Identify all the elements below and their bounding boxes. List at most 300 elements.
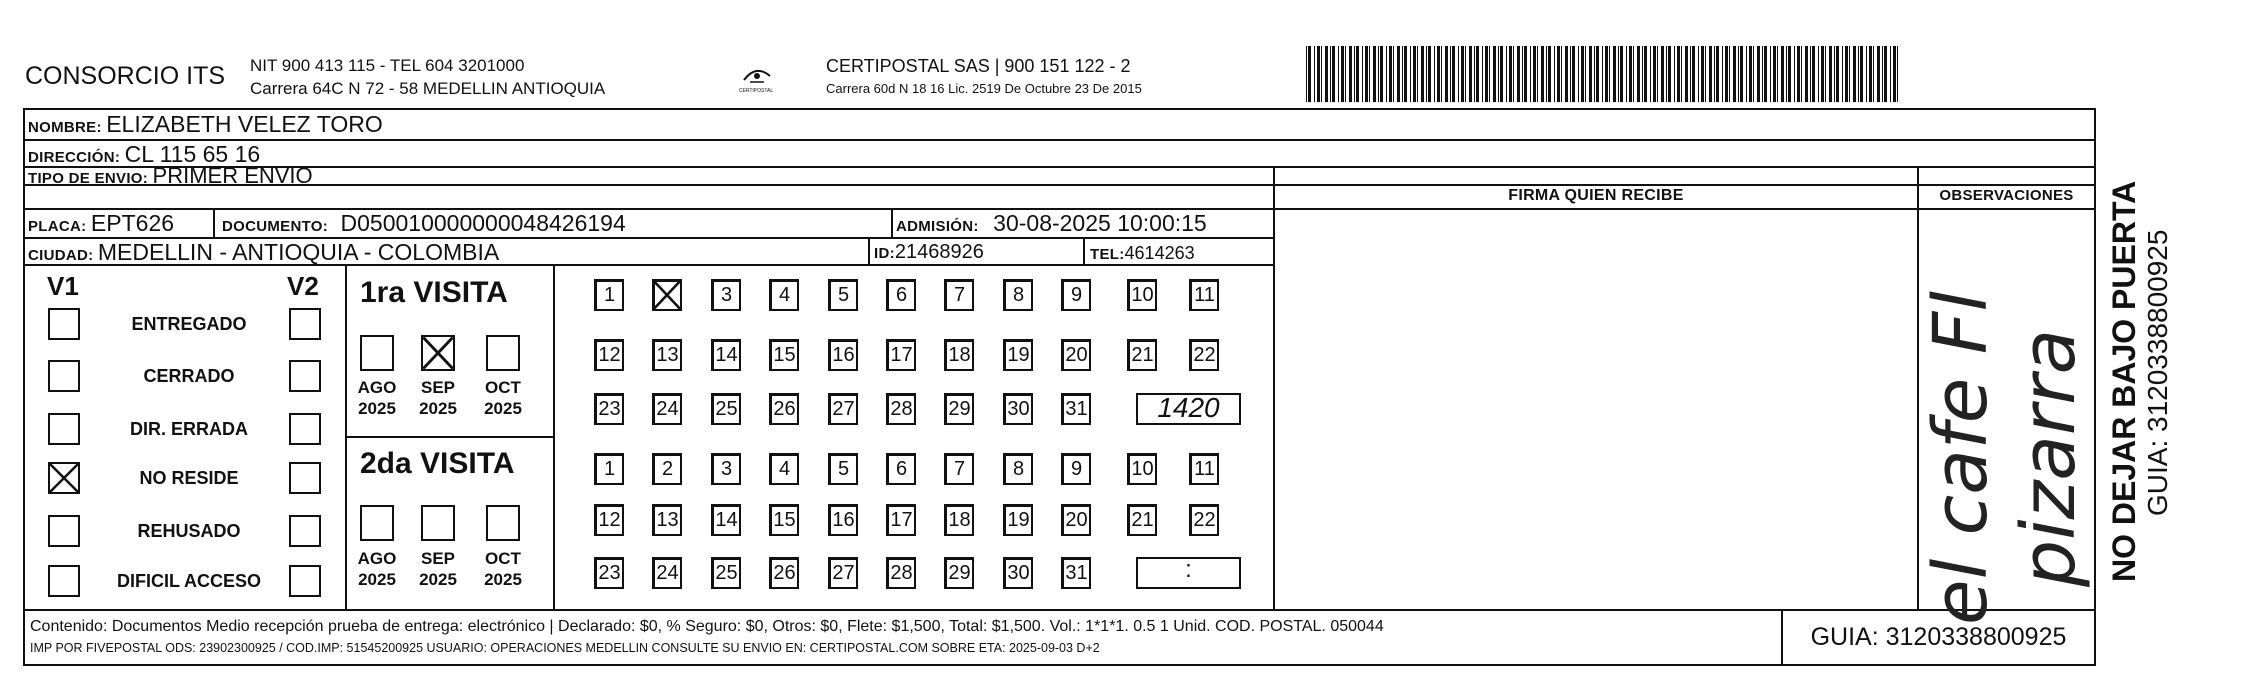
month-year: 2025 — [419, 399, 457, 418]
barcode-bar — [1482, 46, 1483, 102]
barcode-bar — [1882, 46, 1883, 102]
barcode-bar — [1773, 46, 1776, 102]
v2-checkbox[interactable] — [289, 515, 321, 547]
barcode-bar — [1797, 46, 1800, 102]
day-box[interactable]: 29 — [944, 393, 974, 425]
barcode-bar — [1738, 46, 1739, 102]
barcode-bar — [1500, 46, 1503, 102]
day-box[interactable]: 6 — [886, 453, 916, 485]
barcode-bar — [1389, 46, 1392, 102]
courier-name: CERTIPOSTAL SAS | 900 151 122 - 2 — [826, 56, 1131, 76]
day-box[interactable]: 5 — [828, 453, 858, 485]
barcode-bar — [1858, 46, 1859, 102]
v1-checkbox[interactable] — [48, 360, 80, 392]
barcode-bar — [1740, 46, 1743, 102]
day-box[interactable]: 19 — [1003, 339, 1033, 371]
barcode-bar — [1845, 46, 1848, 102]
barcode-bar — [1709, 46, 1712, 102]
company-name: CONSORCIO ITS — [25, 62, 226, 90]
month-label — [477, 548, 529, 590]
documento-row — [222, 210, 626, 237]
barcode-bar — [1445, 46, 1448, 102]
v1-checkbox[interactable] — [48, 308, 80, 340]
barcode-bar — [1644, 46, 1647, 102]
day-box[interactable]: 9 — [1061, 279, 1091, 311]
day-box[interactable]: 14 — [711, 504, 741, 536]
day-box[interactable]: 7 — [944, 453, 974, 485]
barcode-bar — [1485, 46, 1488, 102]
barcode-bar — [1522, 46, 1523, 102]
day-box[interactable]: 17 — [886, 339, 916, 371]
barcode-bar — [1716, 46, 1719, 102]
day-box[interactable]: 13 — [652, 504, 682, 536]
month-name: OCT — [485, 378, 521, 397]
footer-guia: GUIA: 3120338800925 — [1810, 623, 2067, 651]
day-box[interactable]: 4 — [769, 279, 799, 311]
month-name: AGO — [357, 378, 397, 397]
barcode-bar — [1404, 46, 1407, 102]
day-box[interactable]: 30 — [1003, 393, 1033, 425]
v1-checkbox[interactable] — [48, 515, 80, 547]
barcode-bar — [1594, 46, 1595, 102]
barcode-bar — [1493, 46, 1496, 102]
barcode-bar — [1373, 46, 1376, 102]
placa-value: EPT626 — [90, 210, 175, 236]
barcode-bar — [1770, 46, 1771, 102]
v2-label: V2 — [287, 271, 319, 301]
barcode-bar — [1345, 46, 1346, 102]
barcode-bar — [1474, 46, 1475, 102]
month-checkbox[interactable] — [360, 335, 394, 371]
placa-row — [28, 210, 174, 237]
day-box[interactable]: 20 — [1061, 339, 1091, 371]
day-box[interactable]: 12 — [594, 504, 624, 536]
barcode-bar — [1812, 46, 1815, 102]
nombre-label: NOMBRE: — [28, 119, 102, 136]
barcode-bar — [1369, 46, 1370, 102]
tel-label: TEL: — [1090, 246, 1125, 263]
admision-row — [896, 210, 1207, 237]
day-box[interactable]: 26 — [769, 557, 799, 589]
barcode-bar — [1657, 46, 1658, 102]
direccion-label: DIRECCIÓN: — [28, 149, 121, 166]
barcode-bar — [1386, 46, 1387, 102]
barcode-bar — [1325, 46, 1328, 102]
day-box[interactable]: 8 — [1003, 279, 1033, 311]
month-label — [351, 548, 403, 590]
day-box[interactable]: 19 — [1003, 504, 1033, 536]
logo-caption: CERTIPOSTAL — [738, 88, 774, 94]
certipostal-logo — [726, 58, 786, 98]
barcode-bar — [1378, 46, 1379, 102]
barcode-bar — [1578, 46, 1579, 102]
day-box[interactable]: 18 — [944, 339, 974, 371]
month-label — [412, 377, 464, 419]
barcode-bar — [1653, 46, 1656, 102]
day-box[interactable]: 29 — [944, 557, 974, 589]
barcode-bar — [1637, 46, 1640, 102]
day-box[interactable]: 27 — [828, 393, 858, 425]
barcode-bar — [1794, 46, 1795, 102]
barcode-bar — [1565, 46, 1568, 102]
barcode-bar — [1509, 46, 1512, 102]
barcode-bar — [1609, 46, 1610, 102]
barcode-bar — [1897, 46, 1898, 102]
day-box[interactable]: 31 — [1061, 557, 1091, 589]
footer-contenido: Contenido: Documentos Medio recepción prueba de entrega: electrónico | Declarado: $0, % Seguro: $0, Otros: $0, Flete: $1,500, Total: $1,500. Vol.: 1*1*1. 0.5 1 Unid. COD. POSTAL. 050044 — [30, 618, 1384, 635]
day-box[interactable]: 23 — [594, 557, 624, 589]
barcode-bar — [1698, 46, 1699, 102]
status-label: DIR. ERRADA — [129, 419, 248, 439]
barcode-bar — [1557, 46, 1560, 102]
day-box[interactable]: 28 — [886, 393, 916, 425]
barcode-bar — [1642, 46, 1643, 102]
barcode-bar — [1321, 46, 1322, 102]
nombre-value: ELIZABETH VELEZ TORO — [106, 111, 383, 137]
barcode-bar — [1674, 46, 1675, 102]
barcode-bar — [1666, 46, 1667, 102]
day-box[interactable]: 15 — [769, 339, 799, 371]
day-box[interactable]: 28 — [886, 557, 916, 589]
time-value: : — [1185, 556, 1192, 583]
barcode-bar — [1413, 46, 1416, 102]
barcode-bar — [1849, 46, 1850, 102]
day-box[interactable]: 5 — [828, 279, 858, 311]
day-box[interactable]: 8 — [1003, 453, 1033, 485]
barcode-bar — [1605, 46, 1608, 102]
v1-label: V1 — [47, 271, 79, 301]
month-year: 2025 — [358, 570, 396, 589]
barcode-bar — [1450, 46, 1451, 102]
barcode-bar — [1428, 46, 1431, 102]
v1-checkbox[interactable] — [48, 565, 80, 597]
status-label: NO RESIDE — [139, 468, 239, 488]
observaciones-label: OBSERVACIONES — [1939, 187, 2074, 204]
barcode-bar — [1338, 46, 1339, 102]
direccion-value: CL 115 65 16 — [124, 141, 261, 167]
barcode-bar — [1317, 46, 1320, 102]
admision-value: 30-08-2025 10:00:15 — [993, 210, 1207, 236]
barcode-bar — [1633, 46, 1634, 102]
barcode-bar — [1506, 46, 1507, 102]
barcode-bar — [1589, 46, 1592, 102]
day-box[interactable]: 18 — [944, 504, 974, 536]
admision-label: ADMISIÓN: — [896, 218, 979, 235]
barcode-bar — [1690, 46, 1691, 102]
day-box[interactable]: 1 — [594, 279, 624, 311]
barcode-bar — [1561, 46, 1562, 102]
barcode-bar — [1661, 46, 1664, 102]
barcode-bar — [1788, 46, 1791, 102]
check-mark-icon — [652, 279, 682, 311]
status-label: ENTREGADO — [131, 314, 247, 334]
barcode-bar — [1746, 46, 1747, 102]
barcode-bar — [1866, 46, 1867, 102]
barcode-bar — [1452, 46, 1455, 102]
barcode-bar — [1356, 46, 1359, 102]
check-mark-icon — [48, 462, 80, 494]
month-checkbox[interactable] — [421, 505, 455, 541]
barcode-bar — [1469, 46, 1472, 102]
barcode-bar — [1330, 46, 1331, 102]
day-box[interactable]: 27 — [828, 557, 858, 589]
day-box[interactable]: 10 — [1127, 453, 1157, 485]
company-address: Carrera 64C N 72 - 58 MEDELLIN ANTIOQUIA — [250, 79, 606, 98]
barcode-bar — [1620, 46, 1623, 102]
barcode-bar — [1650, 46, 1651, 102]
month-year: 2025 — [484, 399, 522, 418]
barcode-bar — [1489, 46, 1490, 102]
barcode-bar — [1893, 46, 1896, 102]
barcode-bar — [1380, 46, 1383, 102]
v2-checkbox[interactable] — [289, 565, 321, 597]
barcode-bar — [1873, 46, 1874, 102]
barcode — [1306, 46, 1901, 102]
barcode-bar — [1498, 46, 1499, 102]
month-name: SEP — [420, 378, 456, 397]
v2-checkbox[interactable] — [289, 462, 321, 494]
barcode-bar — [1801, 46, 1802, 102]
day-box[interactable]: 15 — [769, 504, 799, 536]
check-mark-icon — [421, 335, 455, 371]
day-box[interactable]: 25 — [711, 557, 741, 589]
day-box[interactable]: 16 — [828, 504, 858, 536]
barcode-bar — [1714, 46, 1715, 102]
day-box[interactable]: 14 — [711, 339, 741, 371]
barcode-bar — [1818, 46, 1819, 102]
barcode-bar — [1626, 46, 1627, 102]
day-box[interactable]: 25 — [711, 393, 741, 425]
v2-checkbox[interactable] — [289, 360, 321, 392]
barcode-bar — [1677, 46, 1680, 102]
barcode-bar — [1417, 46, 1418, 102]
barcode-bar — [1825, 46, 1826, 102]
v2-checkbox[interactable] — [289, 308, 321, 340]
ciudad-value: MEDELLIN - ANTIOQUIA - COLOMBIA — [97, 239, 500, 265]
id-value: 21468926 — [894, 241, 984, 263]
nombre-row — [28, 111, 383, 138]
day-box[interactable]: 12 — [594, 339, 624, 371]
barcode-bar — [1842, 46, 1843, 102]
day-box[interactable]: 13 — [652, 339, 682, 371]
barcode-bar — [1421, 46, 1424, 102]
barcode-bar — [1877, 46, 1880, 102]
barcode-bar — [1410, 46, 1411, 102]
month-label — [412, 548, 464, 590]
barcode-bar — [1618, 46, 1619, 102]
day-box[interactable]: 9 — [1061, 453, 1091, 485]
barcode-bar — [1753, 46, 1754, 102]
barcode-bar — [1393, 46, 1394, 102]
barcode-bar — [1441, 46, 1442, 102]
id-label: ID: — [874, 245, 895, 262]
day-box[interactable]: 16 — [828, 339, 858, 371]
barcode-bar — [1613, 46, 1616, 102]
day-box[interactable]: 24 — [652, 557, 682, 589]
barcode-bar — [1629, 46, 1632, 102]
day-box[interactable]: 22 — [1189, 504, 1219, 536]
barcode-bar — [1434, 46, 1435, 102]
v1-checkbox[interactable] — [48, 413, 80, 445]
day-box[interactable]: 11 — [1189, 279, 1219, 311]
barcode-bar — [1733, 46, 1736, 102]
tipo-label: TIPO DE ENVIO: — [28, 170, 149, 187]
day-box[interactable]: 10 — [1127, 279, 1157, 311]
month-name: OCT — [485, 549, 521, 568]
barcode-bar — [1465, 46, 1466, 102]
barcode-bar — [1729, 46, 1730, 102]
day-box[interactable]: 2 — [652, 453, 682, 485]
visit-title: 1ra VISITA — [360, 276, 508, 309]
barcode-bar — [1308, 46, 1311, 102]
tel-row — [1090, 243, 1195, 264]
barcode-bar — [1681, 46, 1682, 102]
day-box[interactable]: 23 — [594, 393, 624, 425]
barcode-bar — [1541, 46, 1544, 102]
day-box[interactable]: 3 — [711, 279, 741, 311]
month-label — [477, 377, 529, 419]
barcode-bar — [1805, 46, 1808, 102]
barcode-bar — [1570, 46, 1571, 102]
barcode-bar — [1834, 46, 1835, 102]
barcode-bar — [1884, 46, 1887, 102]
side-guia: GUIA: 3120338800925 — [2142, 229, 2173, 516]
barcode-bar — [1530, 46, 1531, 102]
month-name: SEP — [420, 549, 456, 568]
status-label: REHUSADO — [137, 521, 241, 541]
barcode-bar — [1722, 46, 1723, 102]
barcode-bar — [1461, 46, 1464, 102]
barcode-bar — [1546, 46, 1547, 102]
barcode-bar — [1581, 46, 1584, 102]
barcode-bar — [1437, 46, 1440, 102]
month-year: 2025 — [419, 570, 457, 589]
barcode-bar — [1810, 46, 1811, 102]
barcode-bar — [1365, 46, 1368, 102]
barcode-bar — [1362, 46, 1363, 102]
documento-label: DOCUMENTO: — [222, 218, 329, 235]
barcode-bar — [1668, 46, 1671, 102]
ciudad-label: CIUDAD: — [28, 247, 94, 264]
barcode-bar — [1572, 46, 1575, 102]
day-box[interactable]: 22 — [1189, 339, 1219, 371]
courier-license: Carrera 60d N 18 16 Lic. 2519 De Octubre 23 De 2015 — [826, 81, 1142, 96]
day-box[interactable]: 11 — [1189, 453, 1219, 485]
barcode-bar — [1705, 46, 1706, 102]
status-label: DIFICIL ACCESO — [116, 571, 261, 591]
barcode-bar — [1725, 46, 1728, 102]
barcode-bar — [1476, 46, 1479, 102]
barcode-bar — [1821, 46, 1824, 102]
barcode-bar — [1513, 46, 1514, 102]
barcode-bar — [1354, 46, 1355, 102]
id-row — [874, 241, 984, 264]
barcode-bar — [1602, 46, 1603, 102]
barcode-bar — [1548, 46, 1551, 102]
footer-imp: IMP POR FIVEPOSTAL ODS: 23902300925 / COD.IMP: 51545200925 USUARIO: OPERACIONES MEDELLIN CONSULTE SU ENVIO EN: CERTIPOSTAL.COM SOBRE ETA: 2025-09-03 D+2 — [30, 641, 1100, 655]
firma-label: FIRMA QUIEN RECIBE — [1508, 187, 1684, 204]
day-box[interactable]: 1 — [594, 453, 624, 485]
month-year: 2025 — [358, 399, 396, 418]
barcode-bar — [1757, 46, 1760, 102]
side-warning: NO DEJAR BAJO PUERTA — [2106, 180, 2142, 582]
month-checkbox[interactable] — [486, 335, 520, 371]
barcode-bar — [1332, 46, 1335, 102]
barcode-bar — [1869, 46, 1872, 102]
day-box[interactable]: 7 — [944, 279, 974, 311]
barcode-bar — [1749, 46, 1752, 102]
v2-checkbox[interactable] — [289, 413, 321, 445]
day-box[interactable]: 21 — [1127, 339, 1157, 371]
barcode-bar — [1777, 46, 1778, 102]
barcode-bar — [1853, 46, 1856, 102]
barcode-bar — [1596, 46, 1599, 102]
barcode-bar — [1786, 46, 1787, 102]
barcode-bar — [1764, 46, 1767, 102]
day-box[interactable]: 4 — [769, 453, 799, 485]
day-box[interactable]: 20 — [1061, 504, 1091, 536]
barcode-bar — [1685, 46, 1688, 102]
barcode-bar — [1458, 46, 1459, 102]
day-box[interactable]: 17 — [886, 504, 916, 536]
month-label — [351, 377, 403, 419]
barcode-bar — [1397, 46, 1400, 102]
barcode-bar — [1306, 46, 1307, 102]
barcode-bar — [1537, 46, 1538, 102]
company-nit: NIT 900 413 115 - TEL 604 3201000 — [250, 56, 525, 75]
barcode-bar — [1860, 46, 1863, 102]
day-box[interactable]: 24 — [652, 393, 682, 425]
barcode-bar — [1349, 46, 1352, 102]
time-value: 1420 — [1157, 392, 1220, 423]
barcode-bar — [1762, 46, 1763, 102]
barcode-bar — [1524, 46, 1527, 102]
barcode-bar — [1781, 46, 1784, 102]
day-box[interactable]: 30 — [1003, 557, 1033, 589]
month-name: AGO — [357, 549, 397, 568]
month-checkbox[interactable] — [486, 505, 520, 541]
tipo-value: PRIMER ENVIO — [152, 163, 313, 188]
barcode-bar — [1829, 46, 1832, 102]
barcode-bar — [1692, 46, 1695, 102]
day-box[interactable]: 31 — [1061, 393, 1091, 425]
barcode-bar — [1554, 46, 1555, 102]
visit-title: 2da VISITA — [360, 447, 515, 480]
barcode-bar — [1836, 46, 1839, 102]
barcode-bar — [1426, 46, 1427, 102]
barcode-bar — [1314, 46, 1315, 102]
barcode-bar — [1341, 46, 1344, 102]
barcode-bar — [1533, 46, 1536, 102]
barcode-bar — [1701, 46, 1704, 102]
tipo-row — [28, 163, 313, 188]
placa-label: PLACA: — [28, 218, 87, 235]
tel-value: 4614263 — [1124, 243, 1195, 263]
barcode-bar — [1890, 46, 1891, 102]
barcode-bar — [1585, 46, 1586, 102]
day-box[interactable]: 3 — [711, 453, 741, 485]
status-label: CERRADO — [143, 366, 235, 386]
barcode-bar — [1517, 46, 1520, 102]
day-box[interactable]: 26 — [769, 393, 799, 425]
month-year: 2025 — [484, 570, 522, 589]
barcode-bar — [1402, 46, 1403, 102]
month-checkbox[interactable] — [360, 505, 394, 541]
day-box[interactable]: 21 — [1127, 504, 1157, 536]
documento-value: D050010000000048426194 — [340, 210, 626, 236]
day-box[interactable]: 6 — [886, 279, 916, 311]
ciudad-row — [28, 239, 499, 266]
